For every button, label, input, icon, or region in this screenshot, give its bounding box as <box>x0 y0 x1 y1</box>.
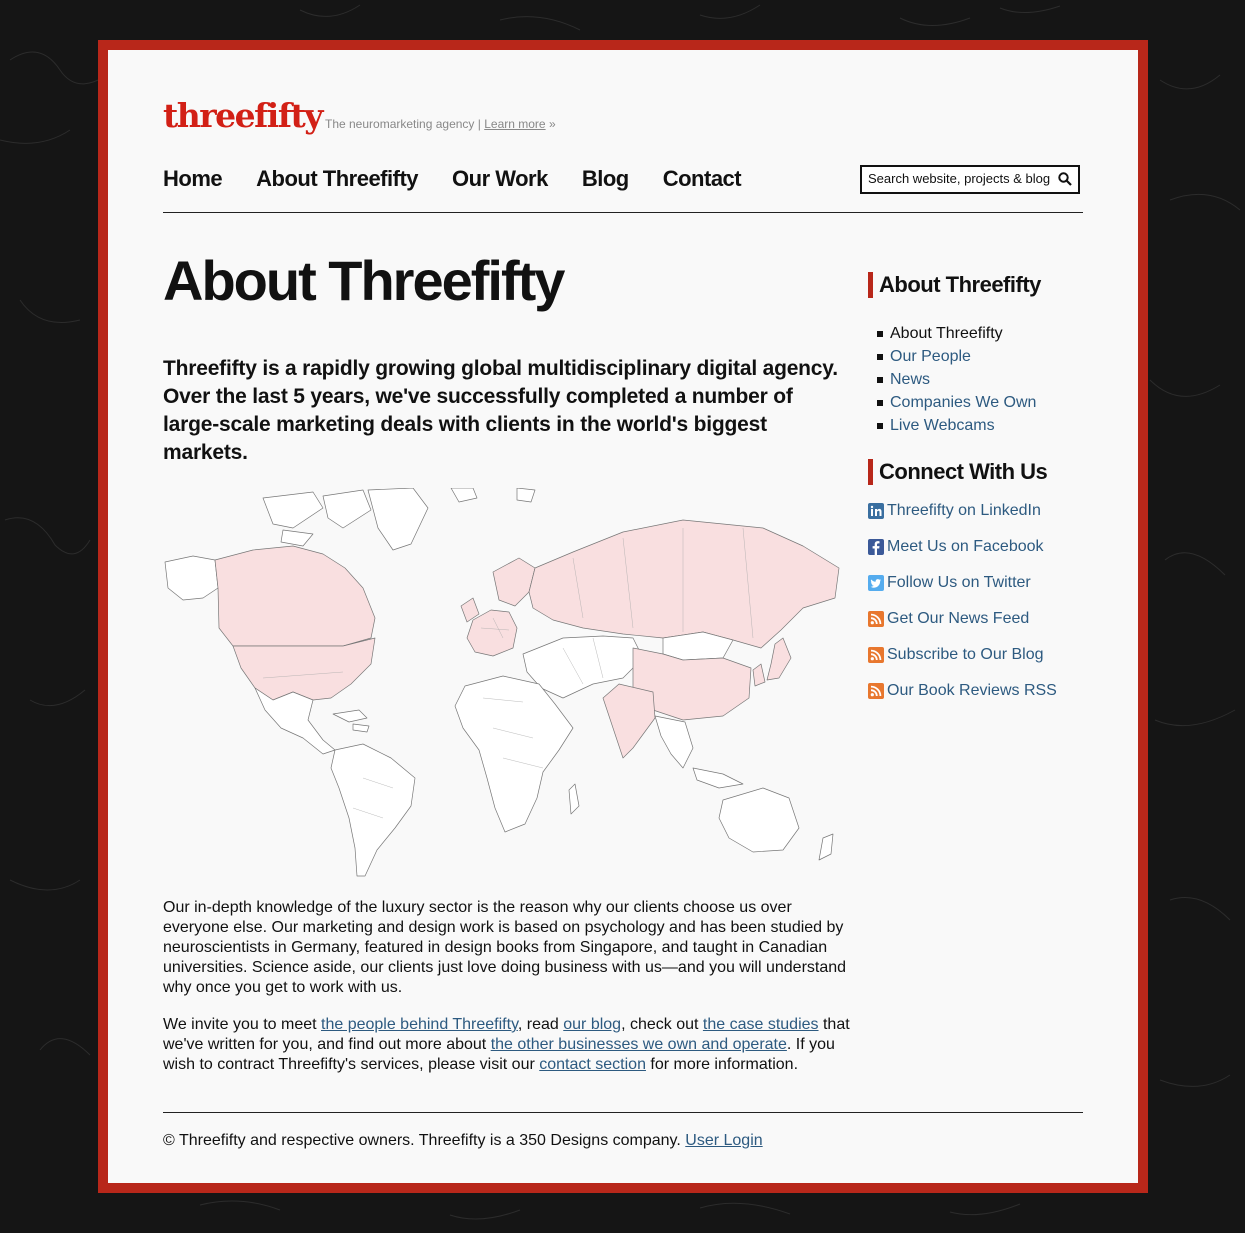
nav-about[interactable]: About Threefifty <box>256 166 419 191</box>
rss-icon <box>868 611 884 627</box>
lead-paragraph: Threefifty is a rapidly growing global multidisciplinary digital agency. Over the last 5 years, we've successfully completed a number of large-scale marketing deals with clients in the world's biggest markets. <box>163 357 838 464</box>
connect-list <box>868 493 1083 709</box>
user-login-link[interactable]: User Login <box>685 1132 763 1149</box>
news-feed-link[interactable]: Get Our News Feed <box>887 610 1030 627</box>
blog-link[interactable]: our blog <box>563 1016 622 1033</box>
sidebar-item-companies <box>868 391 1083 414</box>
twitter-icon <box>868 575 884 591</box>
connect-item-facebook <box>868 529 1083 565</box>
sidebar-link-companies[interactable]: Companies We Own <box>890 394 1037 411</box>
blog-feed-link[interactable]: Subscribe to Our Blog <box>887 646 1044 663</box>
book-reviews-link[interactable]: Our Book Reviews RSS <box>887 682 1057 699</box>
rss-icon <box>868 647 884 663</box>
invite-text-6: for more information. <box>645 1056 799 1073</box>
tagline <box>325 117 556 131</box>
facebook-link[interactable]: Meet Us on Facebook <box>887 538 1044 555</box>
search-input[interactable] <box>868 171 1054 186</box>
connect-item-book-reviews <box>868 673 1083 709</box>
world-map <box>163 488 853 878</box>
page-frame <box>98 40 1148 1193</box>
nav-blog[interactable]: Blog <box>581 166 629 191</box>
nav-our-work[interactable]: Our Work <box>452 166 548 191</box>
tagline-text: The neuromarketing agency | <box>325 117 481 131</box>
invite-text-2: , read <box>517 1016 564 1033</box>
sidebar-link-webcams[interactable]: Live Webcams <box>890 417 995 434</box>
twitter-link[interactable]: Follow Us on Twitter <box>887 574 1031 591</box>
nav-contact[interactable]: Contact <box>662 166 742 191</box>
contact-section-link[interactable]: contact section <box>539 1056 646 1073</box>
invite-paragraph <box>163 1015 853 1075</box>
rss-icon <box>868 683 884 699</box>
page-title: About Threefifty <box>163 249 564 312</box>
sidebar-item-label: About Threefifty <box>890 325 1003 342</box>
invite-text-4: that we've written for you, and find out more about <box>163 1016 850 1053</box>
sidebar-about-list <box>868 322 1083 437</box>
header-divider <box>163 212 1083 213</box>
search-icon[interactable] <box>1058 172 1072 186</box>
case-studies-link[interactable]: the case studies <box>702 1016 819 1033</box>
sidebar <box>868 272 1083 709</box>
sidebar-item-our-people <box>868 345 1083 368</box>
footer <box>163 1132 763 1150</box>
learn-more-arrow: » <box>548 117 556 131</box>
connect-item-twitter <box>868 565 1083 601</box>
sidebar-item-about <box>868 322 1083 345</box>
businesses-link[interactable]: the other businesses we own and operate <box>490 1036 787 1053</box>
linkedin-icon <box>868 503 884 519</box>
invite-text-3: , check out <box>621 1016 703 1033</box>
learn-more-link[interactable]: Learn more <box>484 117 546 131</box>
sidebar-link-our-people[interactable]: Our People <box>890 348 971 365</box>
main-nav <box>163 166 775 192</box>
intro-paragraph: Our in-depth knowledge of the luxury sector is the reason why our clients choose us over everyone else. Our marketing and design work is based on psychology and has been studied by neuroscientists in Germany, featured in design books from Singapore, and taught in Canadian universities. Science aside, our clients just love doing business with us—and you will understand why once you get to work with us. <box>163 899 847 996</box>
sidebar-link-news[interactable]: News <box>890 371 931 388</box>
nav-home[interactable]: Home <box>163 166 223 191</box>
search-box <box>860 165 1080 194</box>
threefifty-logo[interactable]: threefifty <box>163 96 322 135</box>
connect-item-news-feed <box>868 601 1083 637</box>
invite-text-5: . If you wish to contract Threefifty's services, please visit our <box>163 1036 835 1073</box>
connect-item-blog-feed <box>868 637 1083 673</box>
linkedin-link[interactable]: Threefifty on LinkedIn <box>887 502 1041 519</box>
invite-text-1: We invite you to meet <box>163 1016 321 1033</box>
sidebar-about-heading: About Threefifty <box>868 272 1083 298</box>
people-link[interactable]: the people behind Threefifty <box>321 1016 518 1033</box>
sidebar-item-webcams <box>868 414 1083 437</box>
footer-divider <box>163 1112 1083 1113</box>
sidebar-connect-heading: Connect With Us <box>868 459 1083 485</box>
facebook-icon <box>868 539 884 555</box>
connect-item-linkedin <box>868 493 1083 529</box>
sidebar-item-news <box>868 368 1083 391</box>
copyright-text: © Threefifty and respective owners. Threefifty is a 350 Designs company. <box>163 1132 681 1149</box>
